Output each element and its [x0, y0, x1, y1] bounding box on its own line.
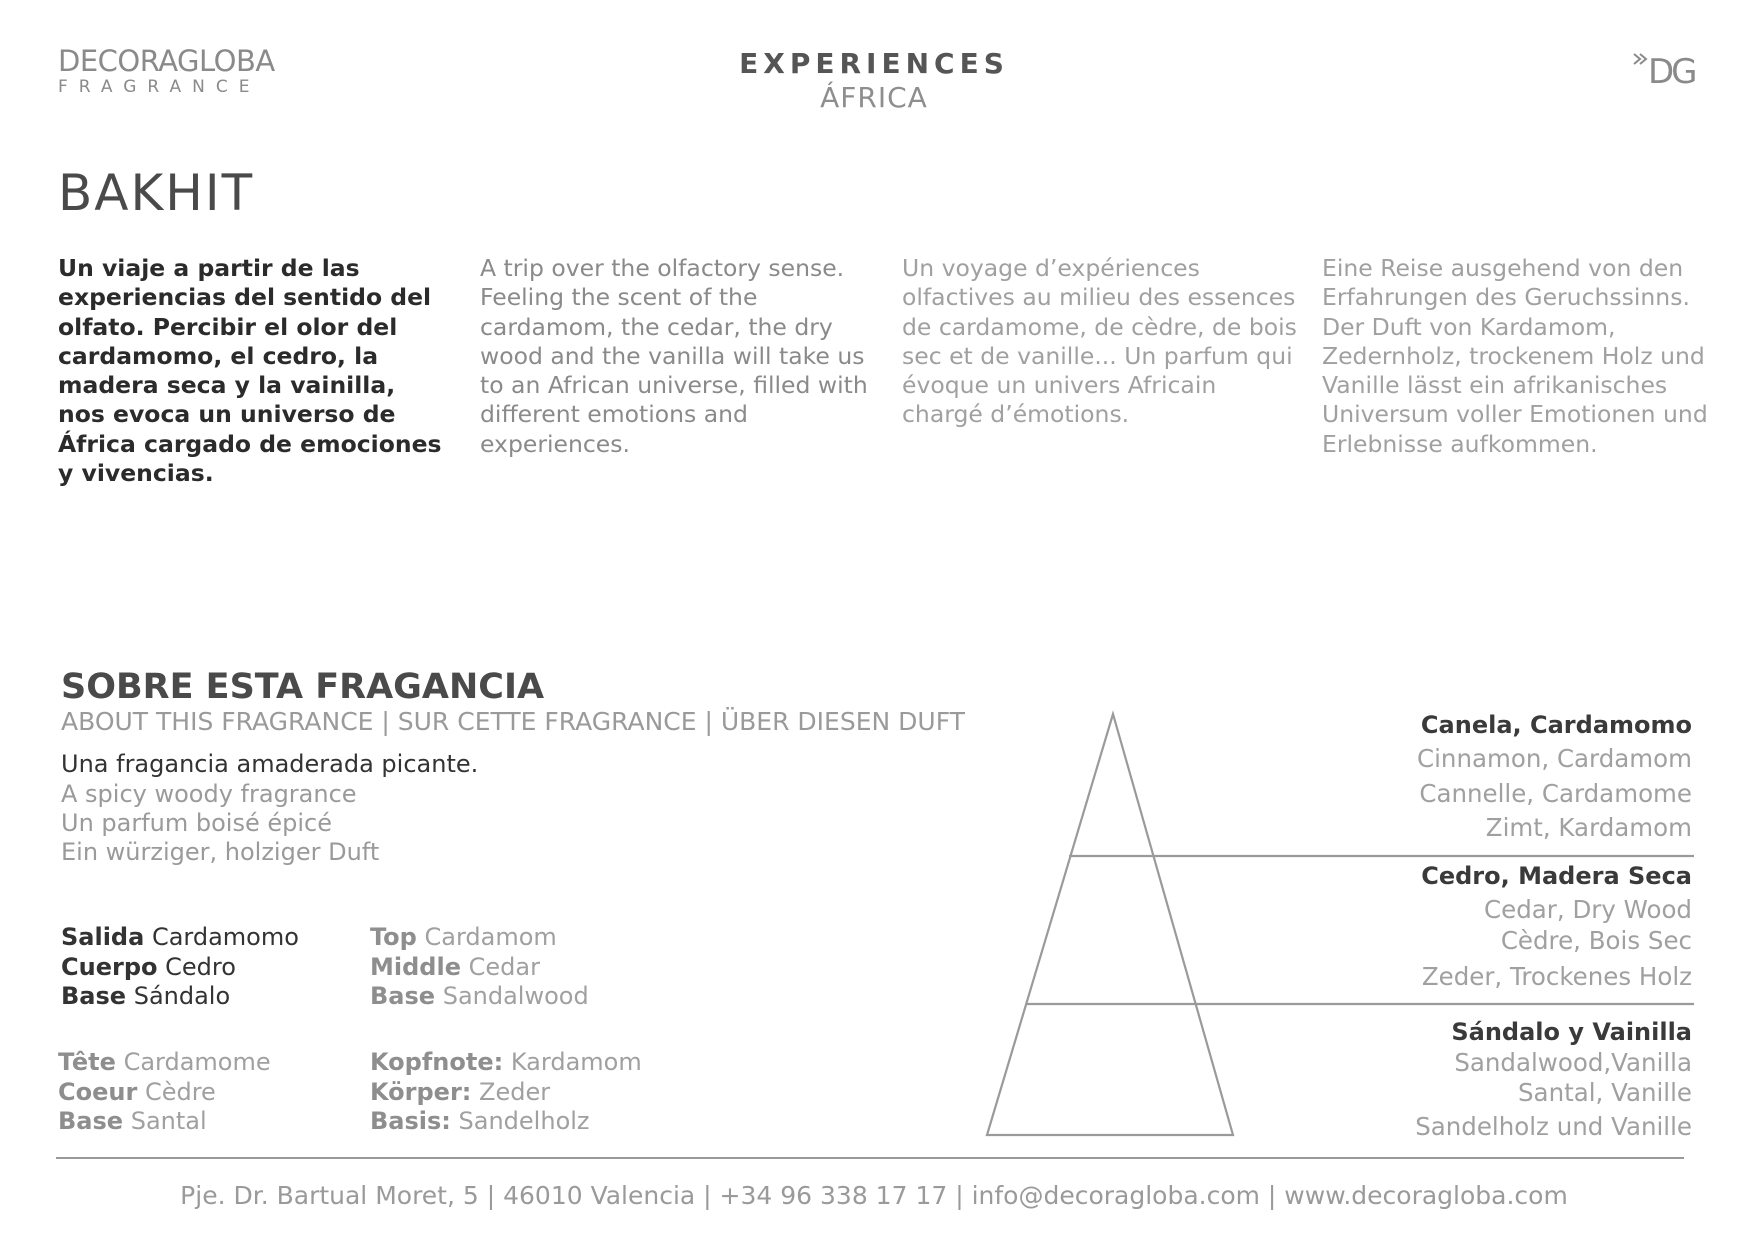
pyramid-top-fr: Cannelle, Cardamome	[1419, 778, 1692, 808]
note-label: Base	[370, 982, 436, 1010]
brand-logo: DECORAGLOBA	[58, 44, 275, 78]
note-label: Basis:	[370, 1107, 451, 1135]
note-label: Base	[61, 982, 127, 1010]
brand-logo-subtitle: FRAGRANCE	[58, 77, 261, 97]
tagline-en: A spicy woody fragrance	[61, 780, 357, 808]
about-title: SOBRE ESTA FRAGANCIA	[61, 667, 545, 707]
footer-divider	[56, 1157, 1684, 1159]
note-label: Middle	[370, 952, 461, 981]
note-value: Cardamom	[424, 923, 557, 951]
note-label: Coeur	[58, 1077, 138, 1106]
description-es: Un viaje a partir de las experiencias del sentido del olfato. Percibir el olor del cardamomo, el cedro, la madera seca y la vainilla, nos evoca un universo de África cargado de emociones y vivencias.	[58, 254, 442, 488]
pyramid-heart-de: Zeder, Trockenes Holz	[1421, 962, 1692, 991]
note-label: Cuerpo	[61, 952, 158, 981]
pyramid-base-fr: Santal, Vanille	[1518, 1077, 1692, 1107]
note-value: Kardamom	[510, 1048, 642, 1076]
tagline-de: Ein würziger, holziger Duft	[61, 838, 380, 866]
pyramid-top-de: Zimt, Kardamom	[1485, 813, 1692, 842]
pyramid-heart-fr: Cèdre, Bois Sec	[1500, 925, 1692, 955]
pyramid-triangle	[987, 714, 1233, 1135]
description-de: Eine Reise ausgehend von den Erfahrungen des Geruchssinns. Der Duft von Kardamom, Zedernholz, trockenem Holz und Vanille lässt ein afrikanisches Universum voller Emotionen und Erlebnisse aufkommen.	[1322, 254, 1708, 458]
pyramid-heart-heading: Cedro, Madera Seca	[1421, 862, 1692, 890]
note-label: Top	[370, 923, 417, 951]
note-value: Santal	[130, 1107, 207, 1135]
note-value: Cardamome	[123, 1048, 271, 1076]
description-fr: Un voyage d’expériences olfactives au milieu des essences de cardamome, de cèdre, de bois sec et de vanille... Un parfum qui évoque un univers Africain chargé d’émotions.	[902, 254, 1297, 429]
about-subtitle: ABOUT THIS FRAGRANCE | SUR CETTE FRAGRANCE | ÜBER DIESEN DUFT	[61, 707, 965, 736]
note-label: Base	[58, 1107, 124, 1135]
pyramid-heart-en: Cedar, Dry Wood	[1484, 895, 1692, 924]
note-value: Cardamomo	[151, 923, 299, 951]
note-label: Salida	[61, 923, 145, 951]
note-value: Zeder	[479, 1077, 551, 1106]
pyramid-base-de: Sandelholz und Vanille	[1415, 1112, 1692, 1141]
note-label: Körper:	[370, 1077, 472, 1106]
note-value: Cedro	[165, 952, 236, 981]
pyramid-heart-notes	[1421, 864, 1692, 990]
pyramid-top-en: Cinnamon, Cardamom	[1417, 744, 1692, 773]
footer-contact: Pje. Dr. Bartual Moret, 5 | 46010 Valencia | +34 96 338 17 17 | info@decoragloba.com | www.decoragloba.com	[180, 1181, 1568, 1210]
product-name: BAKHIT	[58, 164, 255, 222]
pyramid-top-heading: Canela, Cardamomo	[1420, 711, 1692, 739]
pyramid-base-heading: Sándalo y Vainilla	[1451, 1018, 1692, 1046]
pyramid-base-notes	[1415, 1020, 1692, 1140]
note-value: Cèdre	[144, 1077, 216, 1106]
note-value: Sandalwood	[442, 982, 589, 1010]
tagline-fr: Un parfum boisé épicé	[61, 809, 332, 837]
note-label: Tête	[58, 1048, 116, 1076]
note-value: Sándalo	[133, 982, 231, 1010]
note-label: Kopfnote:	[370, 1048, 504, 1076]
tagline-es: Una fragancia amaderada picante.	[61, 750, 479, 778]
pyramid-top-notes	[1417, 713, 1692, 841]
dg-logo-text: DG	[1648, 52, 1695, 86]
header-subtitle: ÁFRICA	[820, 81, 928, 114]
pyramid-base-en: Sandalwood,Vanilla	[1454, 1048, 1692, 1077]
note-value: Cedar	[468, 952, 540, 981]
header-title: EXPERIENCES	[739, 47, 1009, 80]
note-value: Sandelholz	[458, 1107, 590, 1135]
description-en: A trip over the olfactory sense. Feeling the scent of the cardamom, the cedar, the dry wood and the vanilla will take us to an African universe, filled with different emotions and experiences.	[480, 254, 868, 458]
